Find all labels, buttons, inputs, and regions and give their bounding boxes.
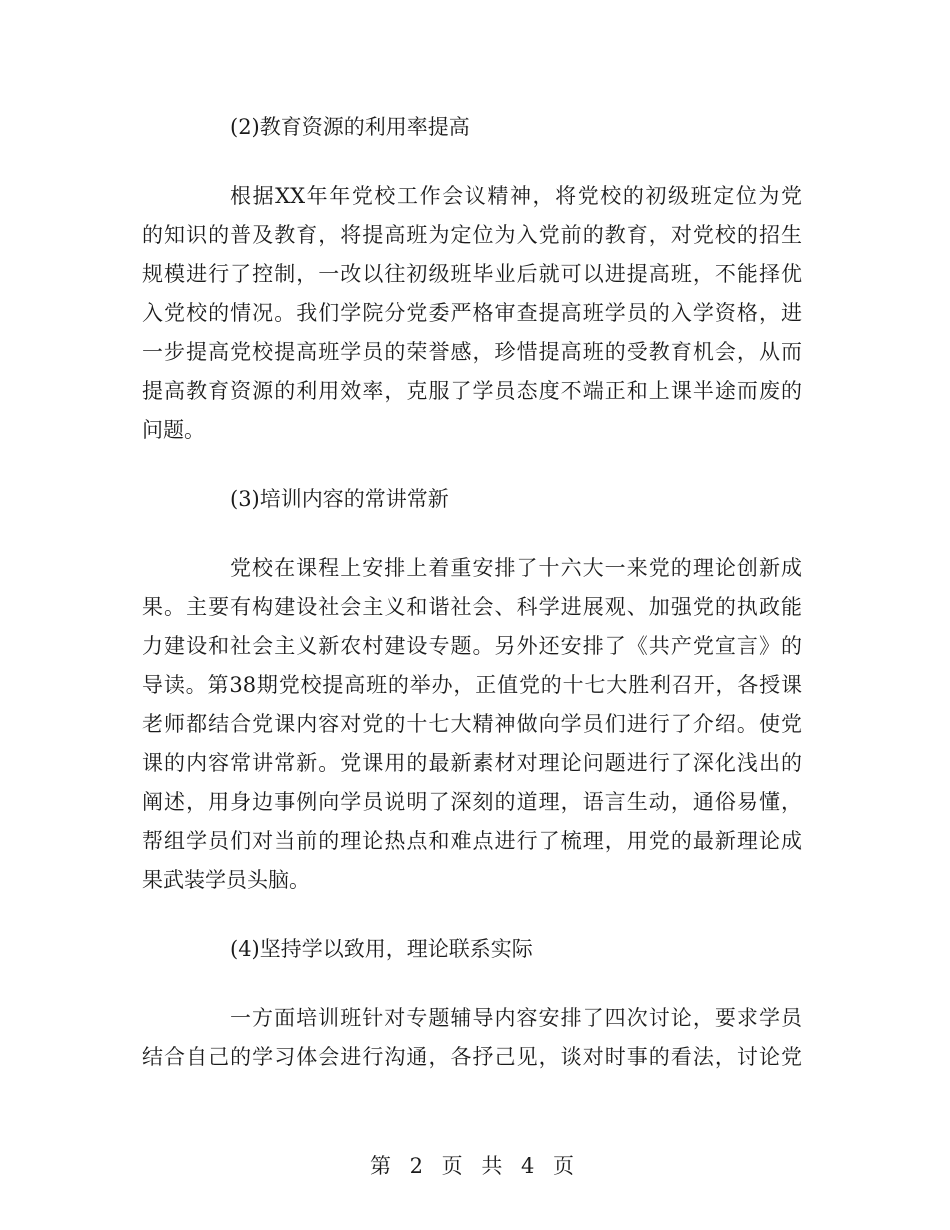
paragraph-line: 一方面培训班针对专题辅导内容安排了四次讨论，要求学员 xyxy=(230,1006,802,1030)
paragraph-line: 课的内容常讲常新。党课用的最新素材对理论问题进行了深化浅出的 xyxy=(142,751,802,775)
paragraph-line: 力建设和社会主义新农村建设专题。另外还安排了《共产党宣言》的 xyxy=(142,634,802,658)
paragraph-line: 阐述，用身边事例向学员说明了深刻的道理，语言生动，通俗易懂， xyxy=(142,790,802,814)
section-heading: (3)培训内容的常讲常新 xyxy=(230,487,449,511)
paragraph-line: 果武装学员头脑。 xyxy=(142,868,310,892)
paragraph-line: 帮组学员们对当前的理论热点和难点进行了梳理，用党的最新理论成 xyxy=(142,829,802,853)
paragraph-line: 果。主要有构建设社会主义和谐社会、科学进展观、加强党的执政能 xyxy=(142,595,802,619)
paragraph xyxy=(142,999,802,1077)
paragraph-line: 结合自己的学习体会进行沟通，各抒己见，谈对时事的看法，讨论党 xyxy=(142,1045,802,1069)
paragraph-line: 提高教育资源的利用效率，克服了学员态度不端正和上课半途而废的 xyxy=(142,379,802,403)
document-body xyxy=(142,108,802,1107)
paragraph xyxy=(142,177,802,450)
paragraph-line: 问题。 xyxy=(142,418,205,442)
paragraph-line: 的知识的普及教育，将提高班为定位为入党前的教育，对党校的招生 xyxy=(142,223,802,247)
paragraph xyxy=(142,549,802,900)
section-heading: (2)教育资源的利用率提高 xyxy=(230,115,470,139)
paragraph-line: 党校在课程上安排上着重安排了十六大一来党的理论创新成 xyxy=(230,556,802,580)
paragraph-line: 规模进行了控制，一改以往初级班毕业后就可以进提高班，不能择优 xyxy=(142,262,802,286)
paragraph-line: 老师都结合党课内容对党的十七大精神做向学员们进行了介绍。使党 xyxy=(142,712,802,736)
page-number-footer: 第 2 页 共 4 页 xyxy=(369,1154,581,1178)
paragraph-line: 一步提高党校提高班学员的荣誉感，珍惜提高班的受教育机会，从而 xyxy=(142,340,802,364)
section-heading: (4)坚持学以致用，理论联系实际 xyxy=(230,937,533,961)
paragraph-line: 导读。第38期党校提高班的举办，正值党的十七大胜利召开，各授课 xyxy=(142,673,802,697)
paragraph-line: 入党校的情况。我们学院分党委严格审查提高班学员的入学资格，进 xyxy=(142,301,802,325)
paragraph-line: 根据XX年年党校工作会议精神，将党校的初级班定位为党 xyxy=(230,184,802,208)
